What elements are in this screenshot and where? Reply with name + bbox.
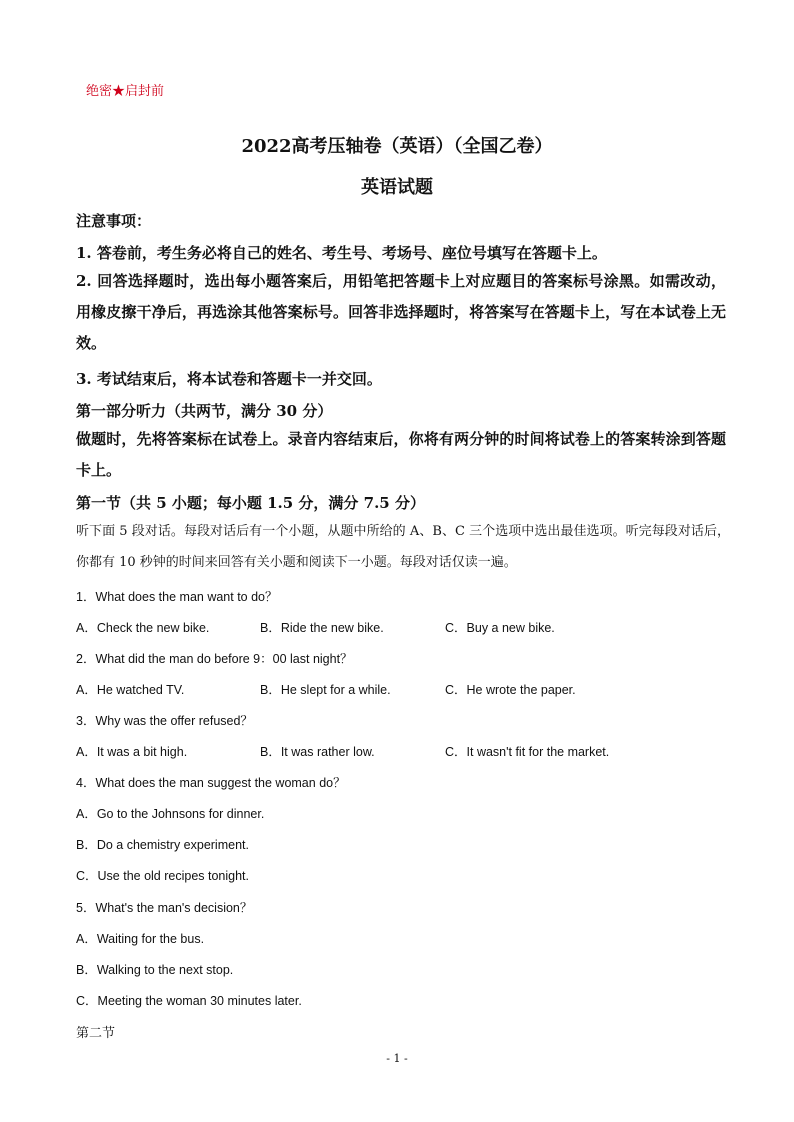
confidential-mark: 绝密★启封前 <box>86 84 165 99</box>
question-4-option-b: B．Do a chemistry experiment. <box>76 838 249 852</box>
question-1-option-a: A．Check the new bike. <box>76 621 210 635</box>
notice-item-1: 1. 答卷前，考生务必将自己的姓名、考生号、考场号、座位号填写在答题卡上。 <box>76 244 607 262</box>
notice-item-3: 3. 考试结束后，将本试卷和答题卡一并交回。 <box>76 370 382 388</box>
exam-subtitle: 英语试题 <box>361 177 433 198</box>
notice-item-2: 2. 回答选择题时，选出每小题答案后，用铅笔把答题卡上对应题目的答案标号涂黑。如需改动，用橡皮擦干净后，再选涂其他答案标号。回答非选择题时，将答案写在答题卡上，写在本试卷上无效。 <box>76 272 726 352</box>
page-number: - 1 - <box>386 1052 408 1065</box>
question-5-option-a: A．Waiting for the bus. <box>76 932 205 946</box>
question-3: 3．Why was the offer refused？ <box>76 714 253 728</box>
question-4: 4．What does the man suggest the woman do？ <box>76 776 346 790</box>
section1-instruction: 听下面 5 段对话。每段对话后有一个小题，从题中所给的 A、B、C 三个选项中选出最佳选项。听完每段对话后，你都有 10 秒钟的时间来回答有关小题和阅读下一小题。每段对话仅读一遍。 <box>76 524 730 570</box>
question-2: 2．What did the man do before 9：00 last night？ <box>76 652 353 666</box>
question-3-option-a: A．It was a bit high. <box>76 745 188 759</box>
section1-heading: 第一节（共 5 小题；每小题 1.5 分，满分 7.5 分） <box>76 494 425 512</box>
question-5-option-c: C．Meeting the woman 30 minutes later. <box>76 994 302 1008</box>
question-5-option-b: B．Walking to the next stop. <box>76 963 234 977</box>
question-2-option-b: B．He slept for a while. <box>260 683 391 697</box>
exam-title: 2022高考压轴卷（英语）（全国乙卷） <box>241 136 553 157</box>
section2-heading: 第二节 <box>76 1026 116 1041</box>
question-1-option-c: C．Buy a new bike. <box>445 621 555 635</box>
question-1-option-b: B．Ride the new bike. <box>260 621 384 635</box>
question-1: 1．What does the man want to do？ <box>76 590 278 604</box>
question-2-option-a: A．He watched TV. <box>76 683 185 697</box>
part1-instruction: 做题时，先将答案标在试卷上。录音内容结束后，你将有两分钟的时间将试卷上的答案转涂到答题卡上。 <box>76 430 726 479</box>
question-4-option-a: A．Go to the Johnsons for dinner. <box>76 807 265 821</box>
question-5: 5．What's the man's decision？ <box>76 901 253 915</box>
question-3-option-c: C．It wasn't fit for the market. <box>445 745 610 759</box>
notice-heading: 注意事项： <box>76 212 152 230</box>
question-2-option-c: C．He wrote the paper. <box>445 683 576 697</box>
part1-heading: 第一部分听力（共两节，满分 30 分） <box>76 402 333 420</box>
question-4-option-c: C．Use the old recipes tonight. <box>76 869 250 883</box>
question-3-option-b: B．It was rather low. <box>260 745 375 759</box>
